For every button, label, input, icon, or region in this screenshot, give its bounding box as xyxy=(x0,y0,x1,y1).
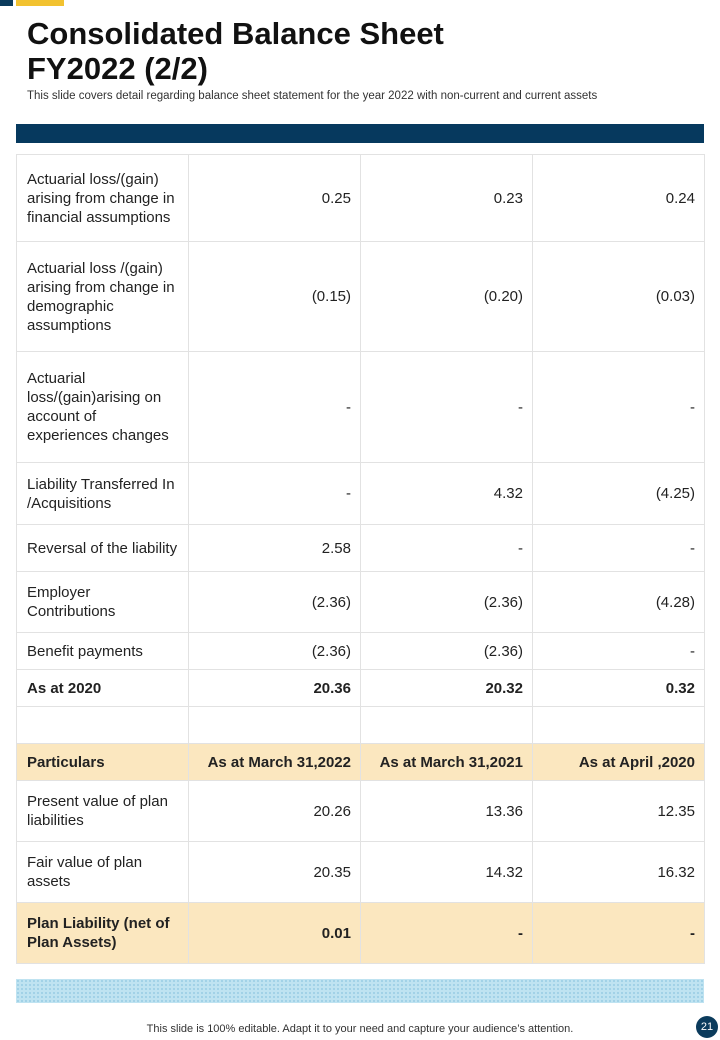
empty-cell xyxy=(533,707,705,744)
header-2020: As at April ,2020 xyxy=(533,744,705,781)
row-value-2021: 0.23 xyxy=(361,155,533,242)
row-value-2021: (0.20) xyxy=(361,242,533,352)
row-value-2021: (2.36) xyxy=(361,633,533,670)
row-value-2020: 0.24 xyxy=(533,155,705,242)
header-particulars: Particulars xyxy=(17,744,189,781)
row-value-2021: 13.36 xyxy=(361,781,533,842)
row-label: Actuarial loss/(gain)arising on account of experiences changes xyxy=(17,352,189,463)
row-label: Actuarial loss/(gain) arising from change in financial assumptions xyxy=(17,155,189,242)
row-label: Fair value of plan assets xyxy=(17,842,189,903)
footer-note: This slide is 100% editable. Adapt it to your need and capture your audience’s attention. xyxy=(146,1023,574,1035)
table-row xyxy=(17,781,705,842)
row-value-2020: (4.28) xyxy=(533,572,705,633)
page-title-line-2: FY2022 (2/2) xyxy=(27,51,208,86)
total-value-2022: 0.01 xyxy=(189,903,361,964)
page-title xyxy=(27,16,627,86)
corner-accent-navy xyxy=(0,0,13,6)
row-value-2022: 20.35 xyxy=(189,842,361,903)
balance-sheet-table xyxy=(16,154,705,964)
row-label: As at 2020 xyxy=(17,670,189,707)
table-row xyxy=(17,572,705,633)
row-value-2022: - xyxy=(189,352,361,463)
row-value-2020: (4.25) xyxy=(533,463,705,525)
page-title-line-1: Consolidated Balance Sheet xyxy=(27,16,444,51)
table-header-row xyxy=(17,744,705,781)
total-value-2021: - xyxy=(361,903,533,964)
row-label: Liability Transferred In /Acquisitions xyxy=(17,463,189,525)
row-value-2022: 20.26 xyxy=(189,781,361,842)
row-value-2021: - xyxy=(361,352,533,463)
total-value-2020: - xyxy=(533,903,705,964)
row-value-2022: (0.15) xyxy=(189,242,361,352)
row-label: Actuarial loss /(gain) arising from change in demographic assumptions xyxy=(17,242,189,352)
table-row xyxy=(17,352,705,463)
row-value-2021: 20.32 xyxy=(361,670,533,707)
row-value-2021: (2.36) xyxy=(361,572,533,633)
table-total-row xyxy=(17,903,705,964)
page-subtitle: This slide covers detail regarding balance sheet statement for the year 2022 with non-current and current assets xyxy=(27,90,598,102)
row-value-2020: 12.35 xyxy=(533,781,705,842)
row-value-2020: - xyxy=(533,633,705,670)
row-label: Reversal of the liability xyxy=(17,525,189,572)
row-label: Employer Contributions xyxy=(17,572,189,633)
table-row xyxy=(17,525,705,572)
row-value-2021: 14.32 xyxy=(361,842,533,903)
row-value-2020: (0.03) xyxy=(533,242,705,352)
row-value-2021: 4.32 xyxy=(361,463,533,525)
row-value-2022: 20.36 xyxy=(189,670,361,707)
table-row-subtotal xyxy=(17,670,705,707)
row-value-2022: (2.36) xyxy=(189,572,361,633)
row-label: Benefit payments xyxy=(17,633,189,670)
row-value-2020: 0.32 xyxy=(533,670,705,707)
table-row xyxy=(17,155,705,242)
page-number: 21 xyxy=(696,1016,718,1038)
empty-cell xyxy=(189,707,361,744)
table-spacer-row xyxy=(17,707,705,744)
header-2022: As at March 31,2022 xyxy=(189,744,361,781)
row-value-2022: - xyxy=(189,463,361,525)
row-value-2021: - xyxy=(361,525,533,572)
table-row xyxy=(17,633,705,670)
row-value-2022: (2.36) xyxy=(189,633,361,670)
corner-accent-gold xyxy=(16,0,64,6)
table-header-bar xyxy=(16,124,704,143)
empty-cell xyxy=(17,707,189,744)
row-value-2020: - xyxy=(533,525,705,572)
table-row xyxy=(17,242,705,352)
row-value-2020: - xyxy=(533,352,705,463)
empty-cell xyxy=(361,707,533,744)
row-value-2022: 2.58 xyxy=(189,525,361,572)
row-label: Present value of plan liabilities xyxy=(17,781,189,842)
row-value-2020: 16.32 xyxy=(533,842,705,903)
header-2021: As at March 31,2021 xyxy=(361,744,533,781)
row-value-2022: 0.25 xyxy=(189,155,361,242)
table-row xyxy=(17,842,705,903)
decorative-pattern-strip xyxy=(16,979,704,1003)
total-label: Plan Liability (net of Plan Assets) xyxy=(17,903,189,964)
table-row xyxy=(17,463,705,525)
